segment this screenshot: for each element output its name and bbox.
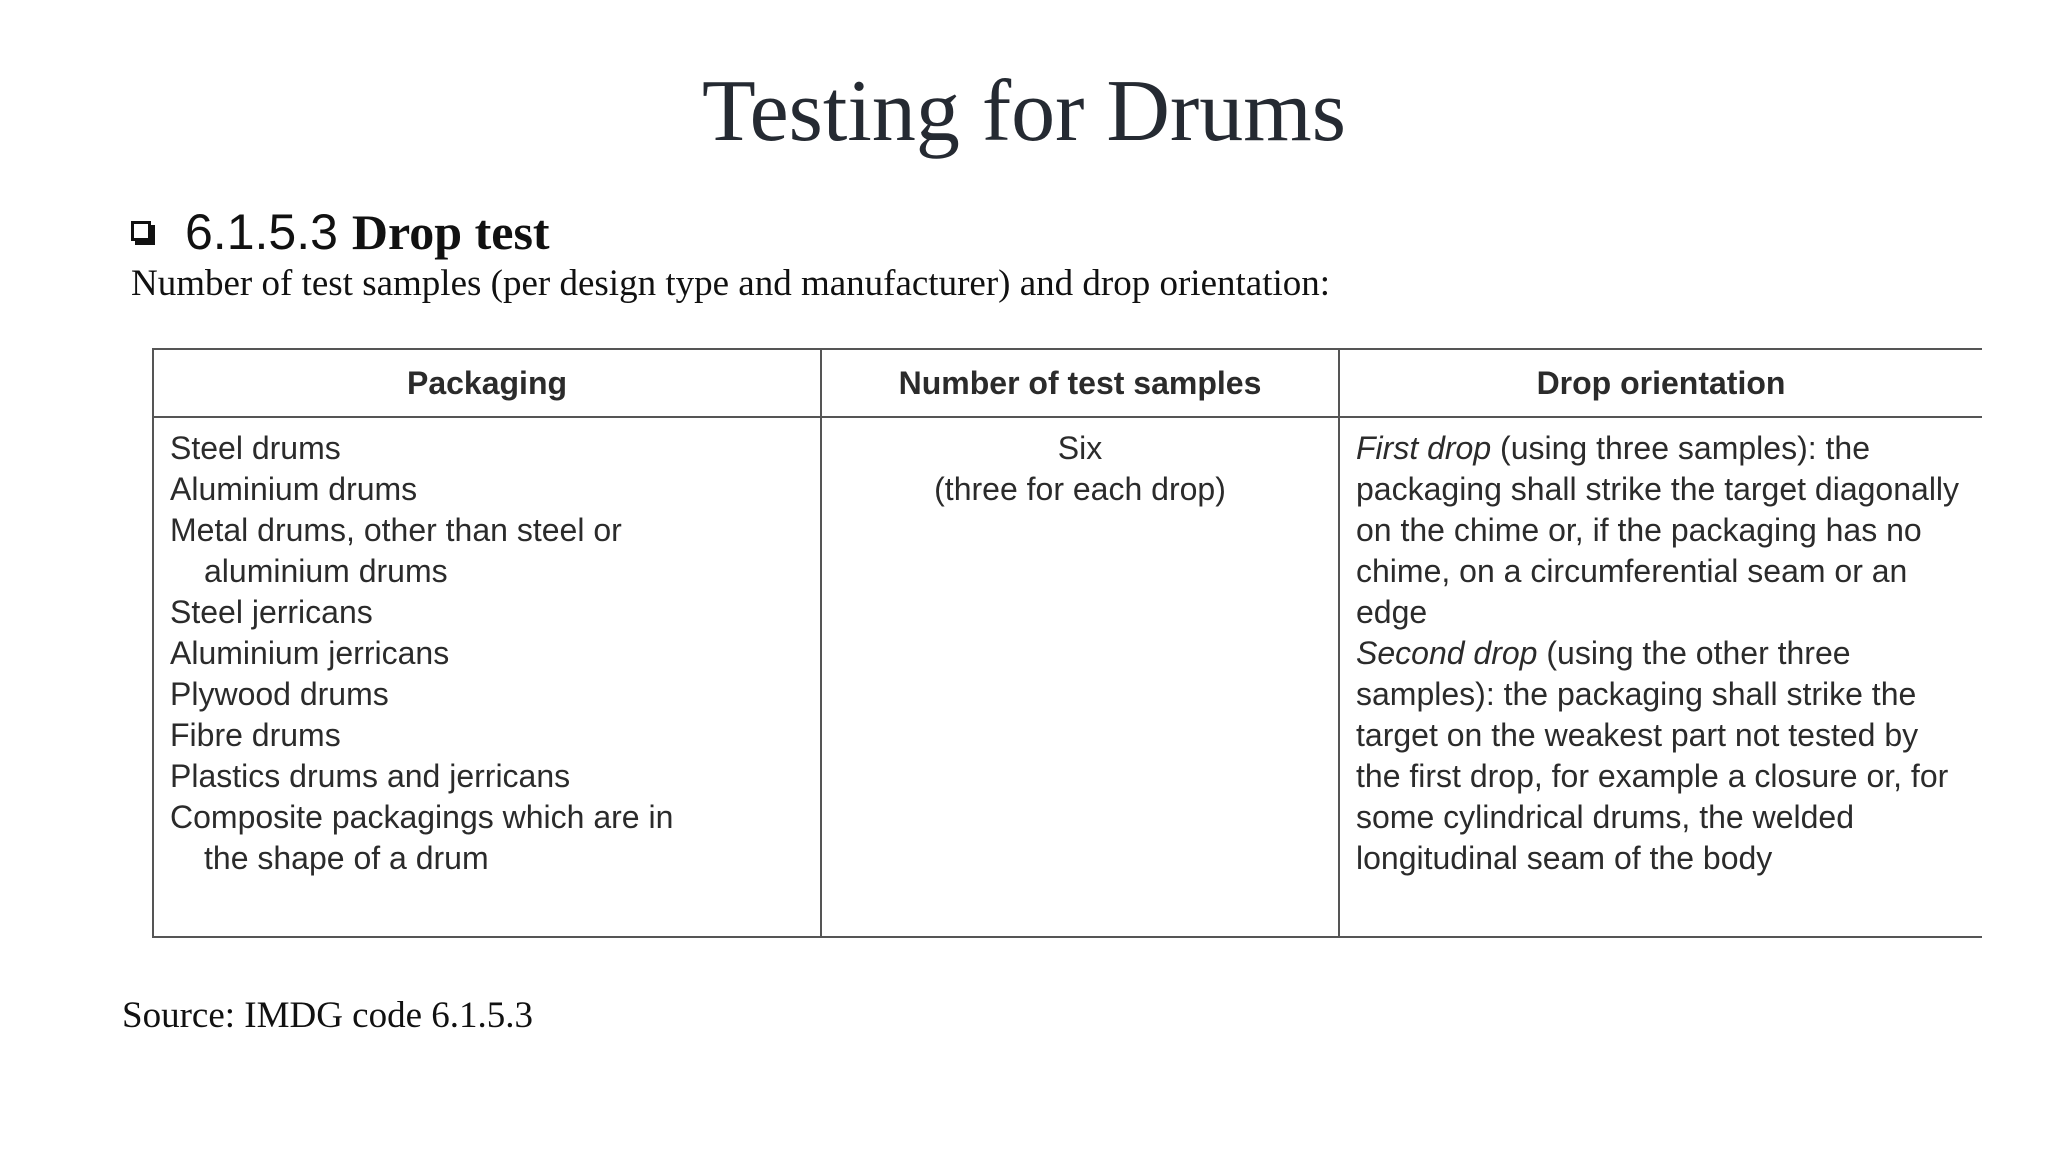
packaging-item: Metal drums, other than steel or [170,512,622,548]
header-orientation: Drop orientation [1339,349,1982,417]
packaging-item: Aluminium drums [170,471,418,507]
packaging-item: Steel drums [170,430,341,466]
packaging-item: Fibre drums [170,717,341,753]
samples-note: (three for each drop) [934,471,1226,507]
table-header-row [153,349,1982,417]
section-number: 6.1.5.3 [185,204,338,260]
packaging-item: Aluminium jerricans [170,635,450,671]
packaging-cell [153,417,821,937]
section-heading [131,200,550,264]
checkbox-bullet-icon [131,221,157,247]
packaging-item: Steel jerricans [170,594,373,630]
first-drop-text: (using three samples): the packaging shall strike the target diagonally on the chime or, if the packaging has no chime, on a circumferential seam or an edge [1356,430,1960,630]
samples-cell [821,417,1339,937]
second-drop-text: (using the other three samples): the packaging shall strike the target on the weakest part not tested by the first drop, for example a closure or, for some cylindrical drums, the welded longitudinal seam of the body [1356,635,1949,876]
second-drop-label: Second drop [1356,635,1538,671]
packaging-item: Composite packagings which are in [170,799,674,835]
header-samples: Number of test samples [821,349,1339,417]
table-row [153,417,1982,937]
packaging-item-continued: aluminium drums [204,553,448,589]
packaging-item: Plastics drums and jerricans [170,758,571,794]
intro-text: Number of test samples (per design type and manufacturer) and drop orientation: [131,263,1331,304]
source-citation: Source: IMDG code 6.1.5.3 [122,995,534,1036]
orientation-cell [1339,417,1982,937]
first-drop-label: First drop [1356,430,1492,466]
drop-test-table-container [152,348,1982,938]
packaging-item: Plywood drums [170,676,389,712]
slide-title: Testing for Drums [702,63,1346,160]
section-name: Drop test [351,204,550,260]
drop-test-table [152,348,1982,938]
samples-count: Six [1057,430,1103,466]
header-packaging: Packaging [153,349,821,417]
packaging-item-continued: the shape of a drum [204,840,489,876]
